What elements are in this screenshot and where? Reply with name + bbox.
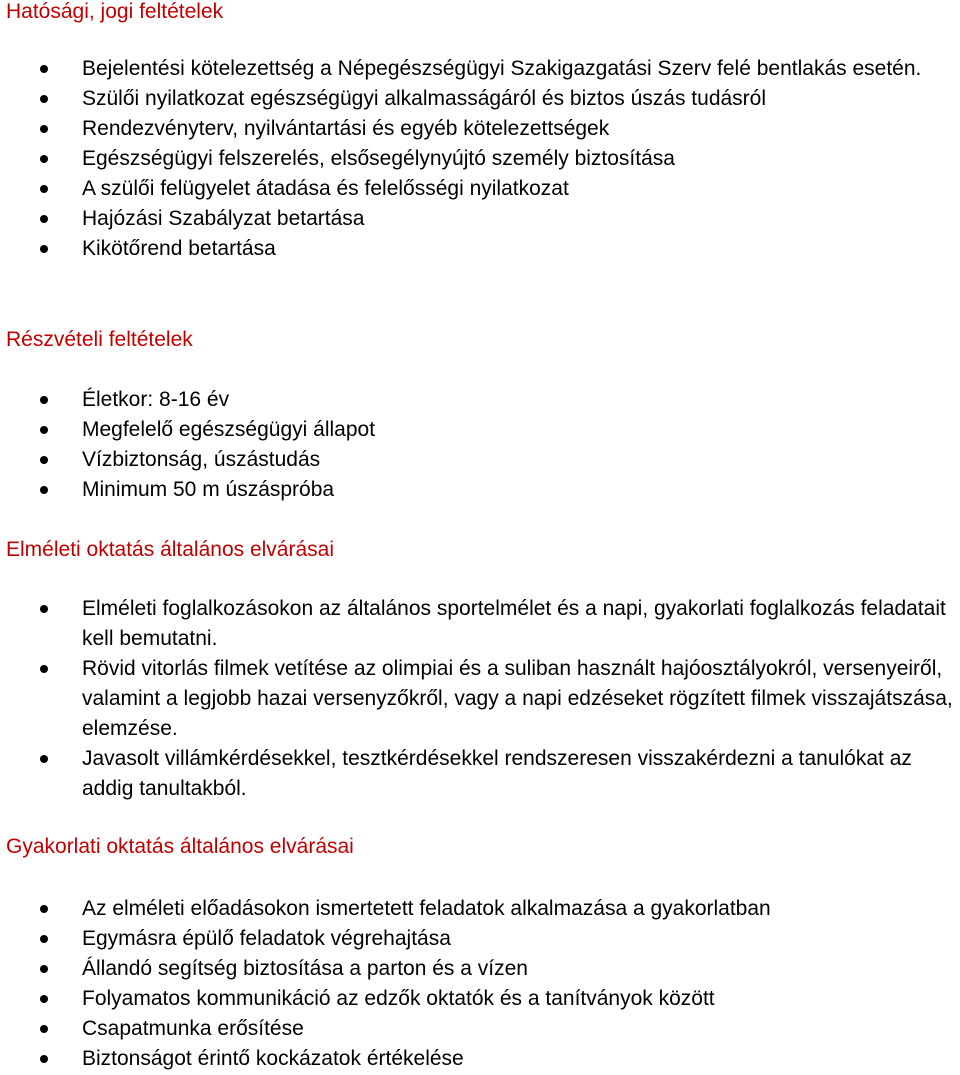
bullet-list — [0, 385, 960, 505]
list-item — [0, 984, 960, 1014]
bullet-icon — [40, 95, 48, 103]
section-practice-expectations — [0, 832, 960, 1074]
list-item — [0, 445, 960, 475]
list-item — [0, 654, 960, 744]
bullet-icon — [40, 1055, 48, 1063]
list-item-text: Rövid vitorlás filmek vetítése az olimpiai és a suliban használt hajóosztályokról, versenyeiről, valamint a legjobb hazai versenyzőkről, vagy a napi edzéseket rögzített filmek visszajátszása, elemzése. — [82, 657, 953, 740]
list-item-text: Javasolt villámkérdésekkel, tesztkérdésekkel rendszeresen visszakérdezni a tanulókat az addig tanultakból. — [82, 747, 912, 800]
bullet-icon — [40, 1025, 48, 1033]
bullet-icon — [40, 155, 48, 163]
section-participation-requirements — [0, 325, 960, 505]
list-item-text: Minimum 50 m úszáspróba — [82, 478, 335, 501]
bullet-icon — [40, 935, 48, 943]
list-item-text: Vízbiztonság, úszástudás — [82, 448, 321, 471]
bullet-icon — [40, 456, 48, 464]
list-item — [0, 475, 960, 505]
list-item — [0, 924, 960, 954]
list-item-text: Hajózási Szabályzat betartása — [82, 207, 365, 230]
section-heading: Részvételi feltételek — [6, 328, 193, 351]
list-item-text: Az elméleti előadásokon ismertetett feladatok alkalmazása a gyakorlatban — [82, 897, 771, 920]
list-item — [0, 744, 960, 804]
list-item-text: Egymásra épülő feladatok végrehajtása — [82, 927, 451, 950]
list-item — [0, 894, 960, 924]
bullet-icon — [40, 215, 48, 223]
section-heading: Gyakorlati oktatás általános elvárásai — [6, 835, 354, 858]
list-item-text: Rendezvényterv, nyilvántartási és egyéb kötelezettségek — [82, 117, 610, 140]
bullet-icon — [40, 905, 48, 913]
bullet-icon — [40, 486, 48, 494]
list-item — [0, 594, 960, 654]
bullet-list — [0, 594, 960, 804]
list-item-text: Szülői nyilatkozat egészségügyi alkalmasságáról és biztos úszás tudásról — [82, 87, 767, 110]
list-item-text: Kikötőrend betartása — [82, 237, 276, 260]
section-legal-requirements — [0, 0, 960, 264]
bullet-icon — [40, 245, 48, 253]
bullet-list — [0, 54, 960, 264]
section-theory-expectations — [0, 535, 960, 804]
list-item-text: Biztonságot érintő kockázatok értékelése — [82, 1047, 464, 1070]
list-item-text: Életkor: 8-16 év — [82, 388, 230, 411]
bullet-icon — [40, 125, 48, 133]
list-item-text: Egészségügyi felszerelés, elsősegélynyújtó személy biztosítása — [82, 147, 675, 170]
list-item — [0, 174, 960, 204]
bullet-icon — [40, 65, 48, 73]
list-item-text: Bejelentési kötelezettség a Népegészségügyi Szakigazgatási Szerv felé bentlakás esetén. — [82, 57, 922, 80]
list-item-text: A szülői felügyelet átadása és felelősségi nyilatkozat — [82, 177, 569, 200]
list-item — [0, 415, 960, 445]
list-item — [0, 114, 960, 144]
list-item — [0, 385, 960, 415]
bullet-icon — [40, 185, 48, 193]
bullet-icon — [40, 995, 48, 1003]
bullet-icon — [40, 605, 48, 613]
list-item — [0, 1044, 960, 1074]
section-heading: Elméleti oktatás általános elvárásai — [6, 538, 335, 561]
list-item — [0, 144, 960, 174]
list-item — [0, 54, 960, 84]
list-item-text: Csapatmunka erősítése — [82, 1017, 304, 1040]
list-item — [0, 954, 960, 984]
bullet-icon — [40, 396, 48, 404]
bullet-icon — [40, 755, 48, 763]
bullet-icon — [40, 665, 48, 673]
list-item-text: Elméleti foglalkozásokon az általános sportelmélet és a napi, gyakorlati foglalkozás feladatait kell bemutatni. — [82, 597, 946, 650]
bullet-icon — [40, 965, 48, 973]
list-item — [0, 1014, 960, 1044]
list-item-text: Folyamatos kommunikáció az edzők oktatók és a tanítványok között — [82, 987, 715, 1010]
list-item — [0, 234, 960, 264]
list-item — [0, 204, 960, 234]
list-item-text: Megfelelő egészségügyi állapot — [82, 418, 376, 441]
section-heading: Hatósági, jogi feltételek — [6, 0, 224, 23]
bullet-icon — [40, 426, 48, 434]
list-item-text: Állandó segítség biztosítása a parton és a vízen — [82, 957, 528, 980]
list-item — [0, 84, 960, 114]
bullet-list — [0, 894, 960, 1074]
